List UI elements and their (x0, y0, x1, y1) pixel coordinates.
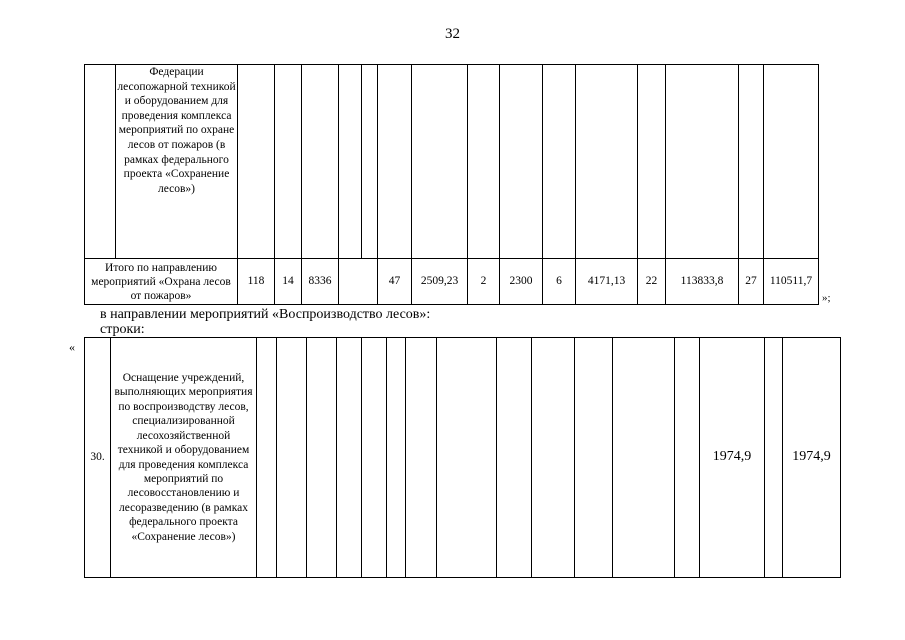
total-value: 118 (238, 259, 275, 305)
total-value: 113833,8 (666, 259, 739, 305)
total-value: 2 (468, 259, 500, 305)
total-label: Итого по направлению мероприятий «Охрана лесов от пожаров» (85, 259, 238, 305)
total-value: 4171,13 (576, 259, 638, 305)
total-value: 27 (739, 259, 764, 305)
top-table (84, 64, 819, 305)
total-value (339, 259, 378, 305)
closing-quote-suffix: »; (822, 292, 831, 304)
row-description: Оснащение учреждений, выполняющих мероприятия по воспроизводству лесов, специализированной лесохозяйственной техникой и оборудованием для проведения комплекса мероприятий по лесовосстановлению и лесоразведению (в рамках федерального проекта «Сохранение лесов») (111, 338, 257, 578)
total-value: 2300 (500, 259, 543, 305)
total-value: 6 (543, 259, 576, 305)
total-row (85, 259, 819, 305)
total-value: 22 (638, 259, 666, 305)
number-cell (85, 65, 116, 259)
section-note: в направлении мероприятий «Воспроизводство лесов»: (100, 307, 431, 322)
amount-cell: 1974,9 (700, 338, 765, 578)
table-row (85, 338, 841, 578)
continuation-description: Федерации лесопожарной техникой и оборудованием для проведения комплекса мероприятий по охране лесов от пожаров (в рамках федерального проекта «Сохранение лесов») (116, 65, 238, 259)
page-number: 32 (445, 26, 460, 42)
total-value: 47 (378, 259, 412, 305)
bottom-table (84, 337, 841, 578)
total-value: 2509,23 (412, 259, 468, 305)
rows-note: строки: (100, 322, 145, 337)
total-value: 14 (275, 259, 302, 305)
opening-quote: « (69, 340, 75, 354)
row-number: 30. (85, 338, 111, 578)
continuation-row (85, 65, 819, 259)
total-value: 110511,7 (764, 259, 819, 305)
total-value: 8336 (302, 259, 339, 305)
amount-cell: 1974,9 (783, 338, 841, 578)
